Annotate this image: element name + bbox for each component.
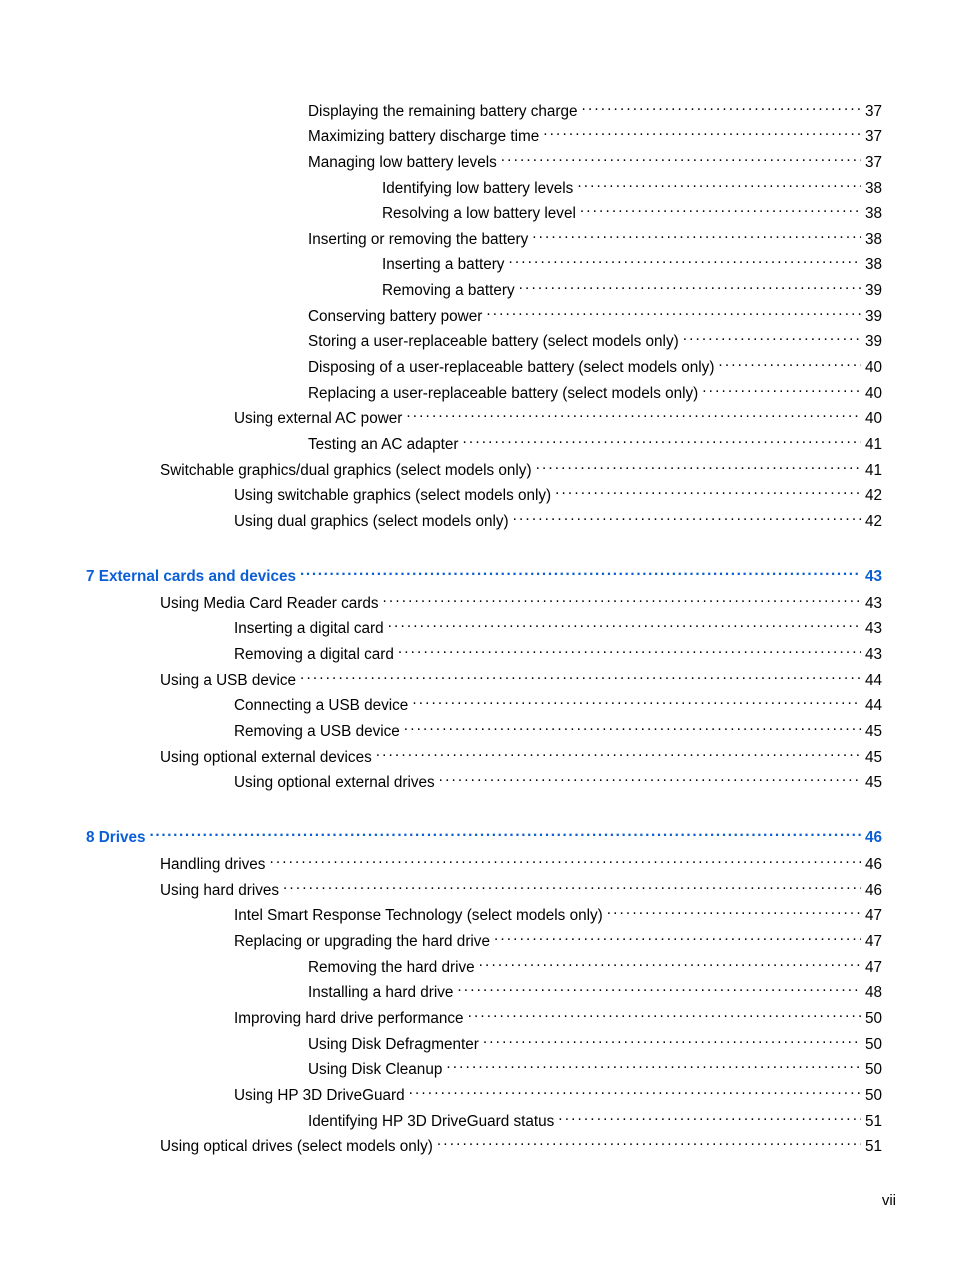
- toc-entry[interactable]: [308, 301, 882, 325]
- toc-entry-title: Replacing a user-replaceable battery (select models only): [308, 385, 699, 402]
- chapter-page: 46: [864, 829, 882, 846]
- toc-entry-page: 43: [864, 646, 882, 663]
- toc-entry-title: Managing low battery levels: [308, 154, 497, 171]
- toc-entry-title: Using optional external devices: [160, 749, 372, 766]
- dot-leader: [283, 875, 861, 895]
- toc-entry-title: Conserving battery power: [308, 308, 483, 325]
- toc-entry[interactable]: [234, 716, 882, 740]
- toc-entry[interactable]: [308, 224, 882, 248]
- toc-entry-page: 50: [864, 1061, 882, 1078]
- toc-entry-page: 39: [864, 308, 882, 325]
- toc-entry[interactable]: [308, 378, 882, 402]
- toc-entry-page: 37: [864, 128, 882, 145]
- dot-leader: [468, 1003, 861, 1023]
- toc-entry[interactable]: [308, 1029, 882, 1053]
- page-number: vii: [881, 1192, 896, 1209]
- chapter-page: 43: [864, 568, 882, 585]
- dot-leader: [457, 977, 861, 997]
- toc-entry-page: 38: [864, 205, 882, 222]
- dot-leader: [508, 249, 861, 269]
- toc-entry-title: Disposing of a user-replaceable battery (select models only): [308, 359, 715, 376]
- toc-entry-title: Using Disk Cleanup: [308, 1061, 443, 1078]
- toc-entry[interactable]: [160, 588, 882, 612]
- toc-entry-page: 43: [864, 620, 882, 637]
- toc-entry-title: Replacing or upgrading the hard drive: [234, 933, 490, 950]
- dot-leader: [501, 147, 861, 167]
- toc-entry-title: Handling drives: [160, 856, 266, 873]
- toc-entry-page: 47: [864, 959, 882, 976]
- toc-entry-title: Removing a USB device: [234, 723, 400, 740]
- toc-entry-page: 39: [864, 282, 882, 299]
- toc-entry-title: Resolving a low battery level: [382, 205, 576, 222]
- dot-leader: [494, 926, 861, 946]
- dot-leader: [555, 480, 861, 500]
- toc-entry-page: 42: [864, 487, 882, 504]
- toc-entry-page: 47: [864, 907, 882, 924]
- dot-leader: [479, 952, 861, 972]
- toc-entry-page: 40: [864, 359, 882, 376]
- toc-entry-title: Identifying low battery levels: [382, 180, 574, 197]
- toc-entry-page: 38: [864, 256, 882, 273]
- toc-entry-page: 44: [864, 672, 882, 689]
- toc-entry-title: Identifying HP 3D DriveGuard status: [308, 1113, 555, 1130]
- toc-entry-page: 39: [864, 333, 882, 350]
- dot-leader: [483, 1029, 861, 1049]
- toc-entry-title: Using optional external drives: [234, 774, 435, 791]
- toc-entry[interactable]: [160, 455, 882, 479]
- toc-entry-title: Using hard drives: [160, 882, 280, 899]
- toc-entry[interactable]: [234, 767, 882, 791]
- toc-entry-title: Using HP 3D DriveGuard: [234, 1087, 405, 1104]
- dot-leader: [486, 301, 861, 321]
- toc-entry-page: 41: [864, 436, 882, 453]
- toc-entry-title: Using optical drives (select models only): [160, 1138, 433, 1155]
- chapter-title: 8 Drives: [86, 829, 146, 846]
- dot-leader: [404, 716, 861, 736]
- toc-entry[interactable]: [160, 665, 882, 689]
- toc-entry[interactable]: [160, 1131, 882, 1155]
- toc-entry-title: Intel Smart Response Technology (select models only): [234, 907, 603, 924]
- toc-entry-title: Inserting a digital card: [234, 620, 384, 637]
- toc-entry-page: 41: [864, 462, 882, 479]
- dot-leader: [383, 588, 861, 608]
- toc-entry-page: 50: [864, 1036, 882, 1053]
- toc-entry-title: Removing a battery: [382, 282, 515, 299]
- toc-entry-page: 37: [864, 154, 882, 171]
- dot-leader: [683, 326, 861, 346]
- toc-entry[interactable]: [382, 198, 882, 222]
- dot-leader: [702, 378, 861, 398]
- toc-entry[interactable]: [160, 875, 882, 899]
- toc-entry[interactable]: [308, 352, 882, 376]
- toc-entry[interactable]: [234, 900, 882, 924]
- toc-entry[interactable]: [234, 1080, 882, 1104]
- toc-entry-title: Displaying the remaining battery charge: [308, 103, 578, 120]
- toc-entry-title: Maximizing battery discharge time: [308, 128, 540, 145]
- dot-leader: [269, 849, 861, 869]
- toc-entry-page: 50: [864, 1010, 882, 1027]
- toc-entry[interactable]: [308, 121, 882, 145]
- toc-entry-page: 51: [864, 1113, 882, 1130]
- toc-entry-page: 38: [864, 231, 882, 248]
- toc-entry[interactable]: [160, 849, 882, 873]
- toc-entry[interactable]: [308, 977, 882, 1001]
- dot-leader: [718, 352, 861, 372]
- toc-entry-title: Inserting or removing the battery: [308, 231, 529, 248]
- toc-entry[interactable]: [382, 173, 882, 197]
- dot-leader: [376, 742, 861, 762]
- toc-entry-title: Removing a digital card: [234, 646, 394, 663]
- dot-leader: [607, 900, 861, 920]
- dot-leader: [398, 639, 861, 659]
- toc-entry[interactable]: [308, 1106, 882, 1130]
- toc-entry[interactable]: [234, 690, 882, 714]
- toc-entry[interactable]: [308, 147, 882, 171]
- toc-entry-title: Installing a hard drive: [308, 984, 454, 1001]
- toc-entry-page: 38: [864, 180, 882, 197]
- toc-entry-page: 40: [864, 385, 882, 402]
- toc-entry-page: 43: [864, 595, 882, 612]
- toc-entry[interactable]: [382, 275, 882, 299]
- dot-leader: [446, 1054, 861, 1074]
- toc-entry-page: 40: [864, 410, 882, 427]
- dot-leader: [388, 613, 861, 633]
- toc-entry-title: Using Disk Defragmenter: [308, 1036, 479, 1053]
- toc-entry[interactable]: [308, 952, 882, 976]
- toc-entry[interactable]: [234, 403, 882, 427]
- dot-leader: [580, 198, 861, 218]
- dot-leader: [439, 767, 861, 787]
- toc-entry-title: Switchable graphics/dual graphics (select models only): [160, 462, 532, 479]
- toc-chapter-heading[interactable]: [86, 561, 882, 585]
- dot-leader: [536, 455, 861, 475]
- toc-entry-page: 44: [864, 697, 882, 714]
- dot-leader: [300, 665, 861, 685]
- dot-leader: [437, 1131, 861, 1151]
- toc-entry-page: 50: [864, 1087, 882, 1104]
- chapter-title: 7 External cards and devices: [86, 568, 297, 585]
- toc-entry-title: Testing an AC adapter: [308, 436, 459, 453]
- toc-entry-page: 45: [864, 723, 882, 740]
- toc-entry-page: 45: [864, 774, 882, 791]
- toc-entry-title: Storing a user-replaceable battery (select models only): [308, 333, 679, 350]
- dot-leader: [300, 561, 861, 581]
- dot-leader: [409, 1080, 861, 1100]
- toc-entry-title: Using switchable graphics (select models only): [234, 487, 552, 504]
- dot-leader: [463, 429, 861, 449]
- dot-leader: [513, 506, 861, 526]
- toc-entry-title: Inserting a battery: [382, 256, 505, 273]
- toc-entry-page: 45: [864, 749, 882, 766]
- dot-leader: [582, 96, 861, 116]
- toc-entry[interactable]: [308, 1054, 882, 1078]
- toc-entry-title: Connecting a USB device: [234, 697, 409, 714]
- dot-leader: [519, 275, 861, 295]
- toc-entry-title: Using dual graphics (select models only): [234, 513, 509, 530]
- toc-entry[interactable]: [308, 326, 882, 350]
- dot-leader: [412, 690, 861, 710]
- dot-leader: [406, 403, 861, 423]
- toc-entry-page: 48: [864, 984, 882, 1001]
- toc-entry[interactable]: [234, 926, 882, 950]
- toc-entry[interactable]: [234, 613, 882, 637]
- toc-entry[interactable]: [382, 249, 882, 273]
- dot-leader: [150, 822, 861, 842]
- toc-entry[interactable]: [308, 96, 882, 120]
- toc-entry-page: 46: [864, 856, 882, 873]
- toc-entry[interactable]: [234, 639, 882, 663]
- toc-entry-page: 47: [864, 933, 882, 950]
- dot-leader: [543, 121, 861, 141]
- toc-entry-title: Using Media Card Reader cards: [160, 595, 379, 612]
- dot-leader: [532, 224, 861, 244]
- toc-entry-title: Improving hard drive performance: [234, 1010, 464, 1027]
- toc-entry-title: Using a USB device: [160, 672, 297, 689]
- toc-entry[interactable]: [234, 1003, 882, 1027]
- dot-leader: [577, 173, 861, 193]
- toc-entry-page: 51: [864, 1138, 882, 1155]
- toc-entry-title: Using external AC power: [234, 410, 403, 427]
- toc-entry-page: 46: [864, 882, 882, 899]
- toc-entry[interactable]: [234, 506, 882, 530]
- toc-chapter-heading[interactable]: [86, 822, 882, 846]
- toc-entry-title: Removing the hard drive: [308, 959, 475, 976]
- toc-entry[interactable]: [234, 480, 882, 504]
- toc-entry-page: 37: [864, 103, 882, 120]
- toc-entry[interactable]: [160, 742, 882, 766]
- dot-leader: [558, 1106, 861, 1126]
- toc-entry-page: 42: [864, 513, 882, 530]
- toc-entry[interactable]: [308, 429, 882, 453]
